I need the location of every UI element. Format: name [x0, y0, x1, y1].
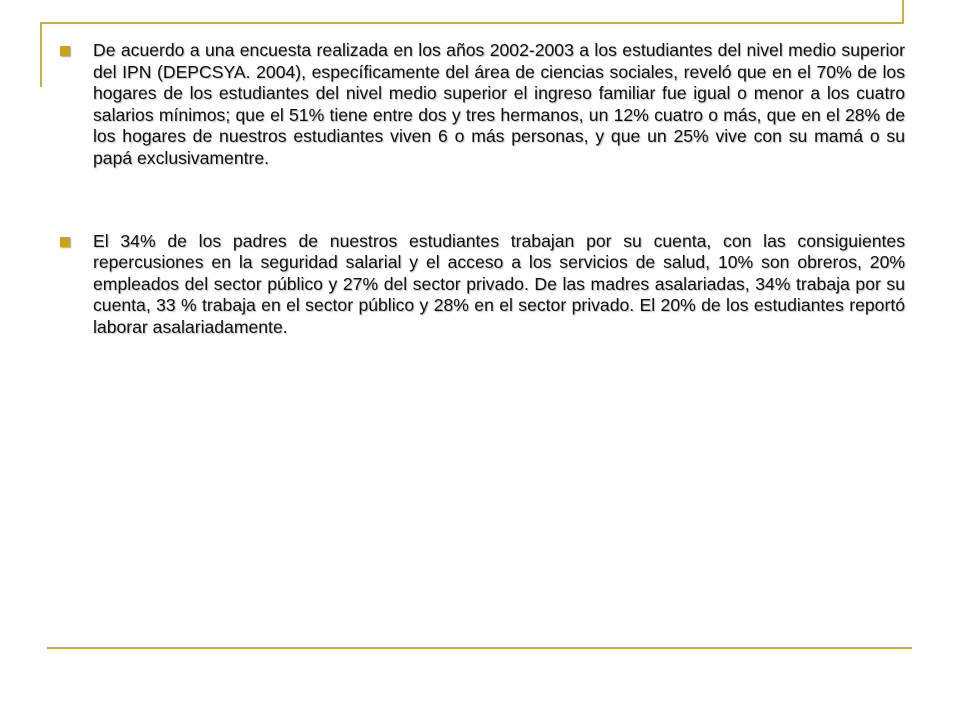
slide-body: [60, 40, 905, 339]
top-border-line: [40, 22, 904, 24]
left-border-line: [40, 22, 42, 87]
bottom-border-line: [47, 647, 912, 649]
bullet-item-2: [60, 231, 905, 339]
right-border-tick: [902, 0, 904, 24]
bullet-text-1: De acuerdo a una encuesta realizada en los años 2002-2003 a los estudiantes del nivel medio superior del IPN (DEPCSYA. 2004), específicamente del área de ciencias sociales, reveló que en el 70% de los hogares de los estudiantes del nivel medio superior el ingreso familiar fue igual o menor a los cuatro salarios mínimos; que el 51% tiene entre dos y tres hermanos, un 12% cuatro o más, que en el 28% de los hogares de nuestros estudiantes viven 6 o más personas, y que un 25% vive con su mamá o su papá exclusivamentre.: [93, 40, 905, 168]
square-bullet-icon: [60, 237, 70, 247]
square-bullet-icon: [60, 46, 70, 56]
bullet-item-1: [60, 40, 905, 170]
bullet-text-2: El 34% de los padres de nuestros estudiantes trabajan por su cuenta, con las consiguientes repercusiones en la seguridad salarial y el acceso a los servicios de salud, 10% son obreros, 20% empleados del sector público y 27% del sector privado. De las madres asalariadas, 34% trabaja por su cuenta, 33 % trabaja en el sector público y 28% en el sector privado. El 20% de los estudiantes reportó laborar asalariadamente.: [93, 230, 905, 337]
